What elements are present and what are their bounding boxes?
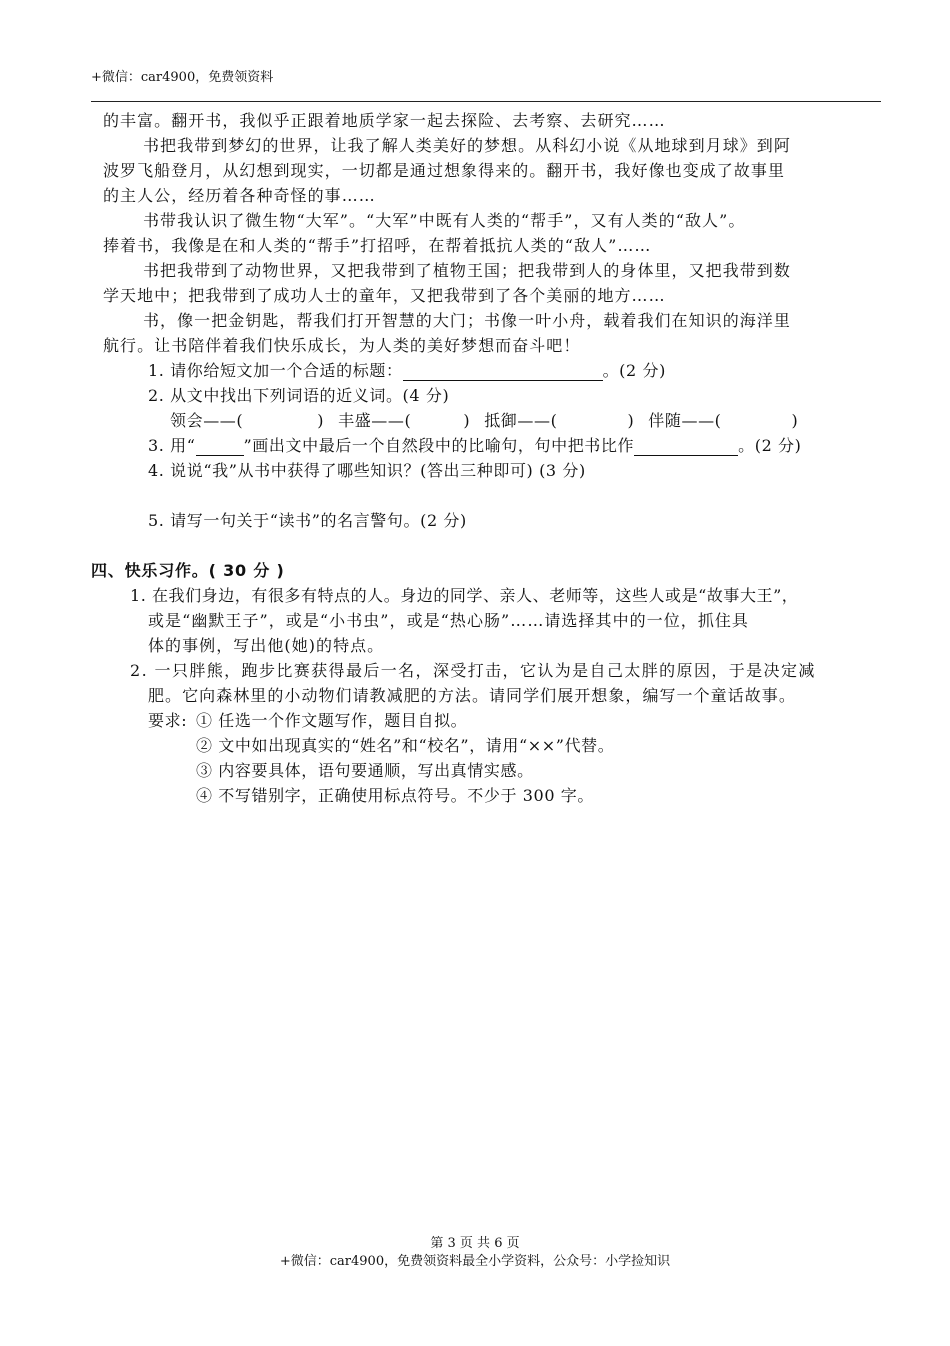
metaphor-answer-blank[interactable] — [634, 437, 738, 456]
task-line: 体的事例，写出他(她)的特点。 — [148, 636, 385, 655]
title-answer-blank[interactable] — [403, 362, 603, 381]
passage-line: 书把我带到梦幻的世界，让我了解人类美好的梦想。从科幻小说《从地球到月球》到阿 — [143, 136, 791, 155]
requirement-item: ③ 内容要具体，语句要通顺，写出真情实感。 — [196, 761, 534, 780]
question-1 — [148, 358, 666, 381]
synonym-item[interactable]: 领会——( ) — [170, 411, 325, 430]
passage-line: 捧着书，我像是在和人类的“帮手”打招呼，在帮着抵抗人类的“敌人”…… — [103, 236, 652, 255]
question-5: 5. 请写一句关于“读书”的名言警句。(2 分) — [148, 511, 467, 530]
passage-line: 的丰富。翻开书，我似乎正跟着地质学家一起去探险、去考察、去研究…… — [103, 111, 666, 130]
question-2: 2. 从文中找出下列词语的近义词。(4 分) — [148, 386, 450, 405]
requirements-label: 要求: — [148, 711, 188, 730]
question-1-score: 。(2 分) — [602, 361, 666, 380]
passage-line: 的主人公，经历着各种奇怪的事…… — [103, 186, 376, 205]
synonym-item[interactable]: 伴随——( ) — [648, 411, 799, 430]
page-header: +微信：car4900，免费领资料 — [91, 70, 274, 85]
page-number: 第 3 页 共 6 页 — [430, 1236, 520, 1251]
question-1-text: 1. 请你给短文加一个合适的标题： — [148, 361, 403, 380]
passage-line: 航行。让书陪伴着我们快乐成长，为人类的美好梦想而奋斗吧！ — [103, 336, 581, 355]
task-line: 2. 一只胖熊，跑步比赛获得最后一名，深受打击，它认为是自己太胖的原因，于是决定减 — [130, 661, 816, 680]
passage-line: 书把我带到了动物世界，又把我带到了植物王国；把我带到人的身体里，又把我带到数 — [143, 261, 791, 280]
requirement-item: ④ 不写错别字，正确使用标点符号。不少于 300 字。 — [196, 786, 594, 805]
requirement-item: ② 文中如出现真实的“姓名”和“校名”，请用“××”代替。 — [196, 736, 615, 755]
header-divider — [91, 101, 881, 102]
task-line: 1. 在我们身边，有很多有特点的人。身边的同学、亲人、老师等，这些人或是“故事大王”， — [130, 586, 799, 605]
requirement-item: ① 任选一个作文题写作，题目自拟。 — [196, 711, 468, 730]
question-3: 3. 用“ ”画出文中最后一个自然段中的比喻句，句中把书比作 。(2 分) — [148, 436, 802, 455]
section-4-title: 四、快乐习作。( 30 分 ) — [91, 561, 285, 580]
passage-line: 书，像一把金钥匙，帮我们打开智慧的大门；书像一叶小舟，载着我们在知识的海洋里 — [143, 311, 791, 330]
synonym-item[interactable]: 抵御——( ) — [484, 411, 635, 430]
task-line: 肥。它向森林里的小动物们请教减肥的方法。请同学们展开想象，编写一个童话故事。 — [148, 686, 796, 705]
passage-line: 学天地中；把我带到了成功人士的童年，又把我带到了各个美丽的地方…… — [103, 286, 666, 305]
underline-sample — [196, 437, 244, 456]
question-4: 4. 说说“我”从书中获得了哪些知识？(答出三种即可) (3 分) — [148, 461, 586, 480]
synonym-item[interactable]: 丰盛——( ) — [338, 411, 471, 430]
passage-line: 书带我认识了微生物“大军”。“大军”中既有人类的“帮手”，又有人类的“敌人”。 — [143, 211, 746, 230]
passage-line: 波罗飞船登月，从幻想到现实，一切都是通过想象得来的。翻开书，我好像也变成了故事里 — [103, 161, 786, 180]
synonym-row — [170, 408, 798, 431]
footer-note: +微信：car4900，免费领资料最全小学资料，公众号：小学捡知识 — [279, 1254, 671, 1269]
task-line: 或是“幽默王子”，或是“小书虫”，或是“热心肠”……请选择其中的一位，抓住具 — [148, 611, 749, 630]
